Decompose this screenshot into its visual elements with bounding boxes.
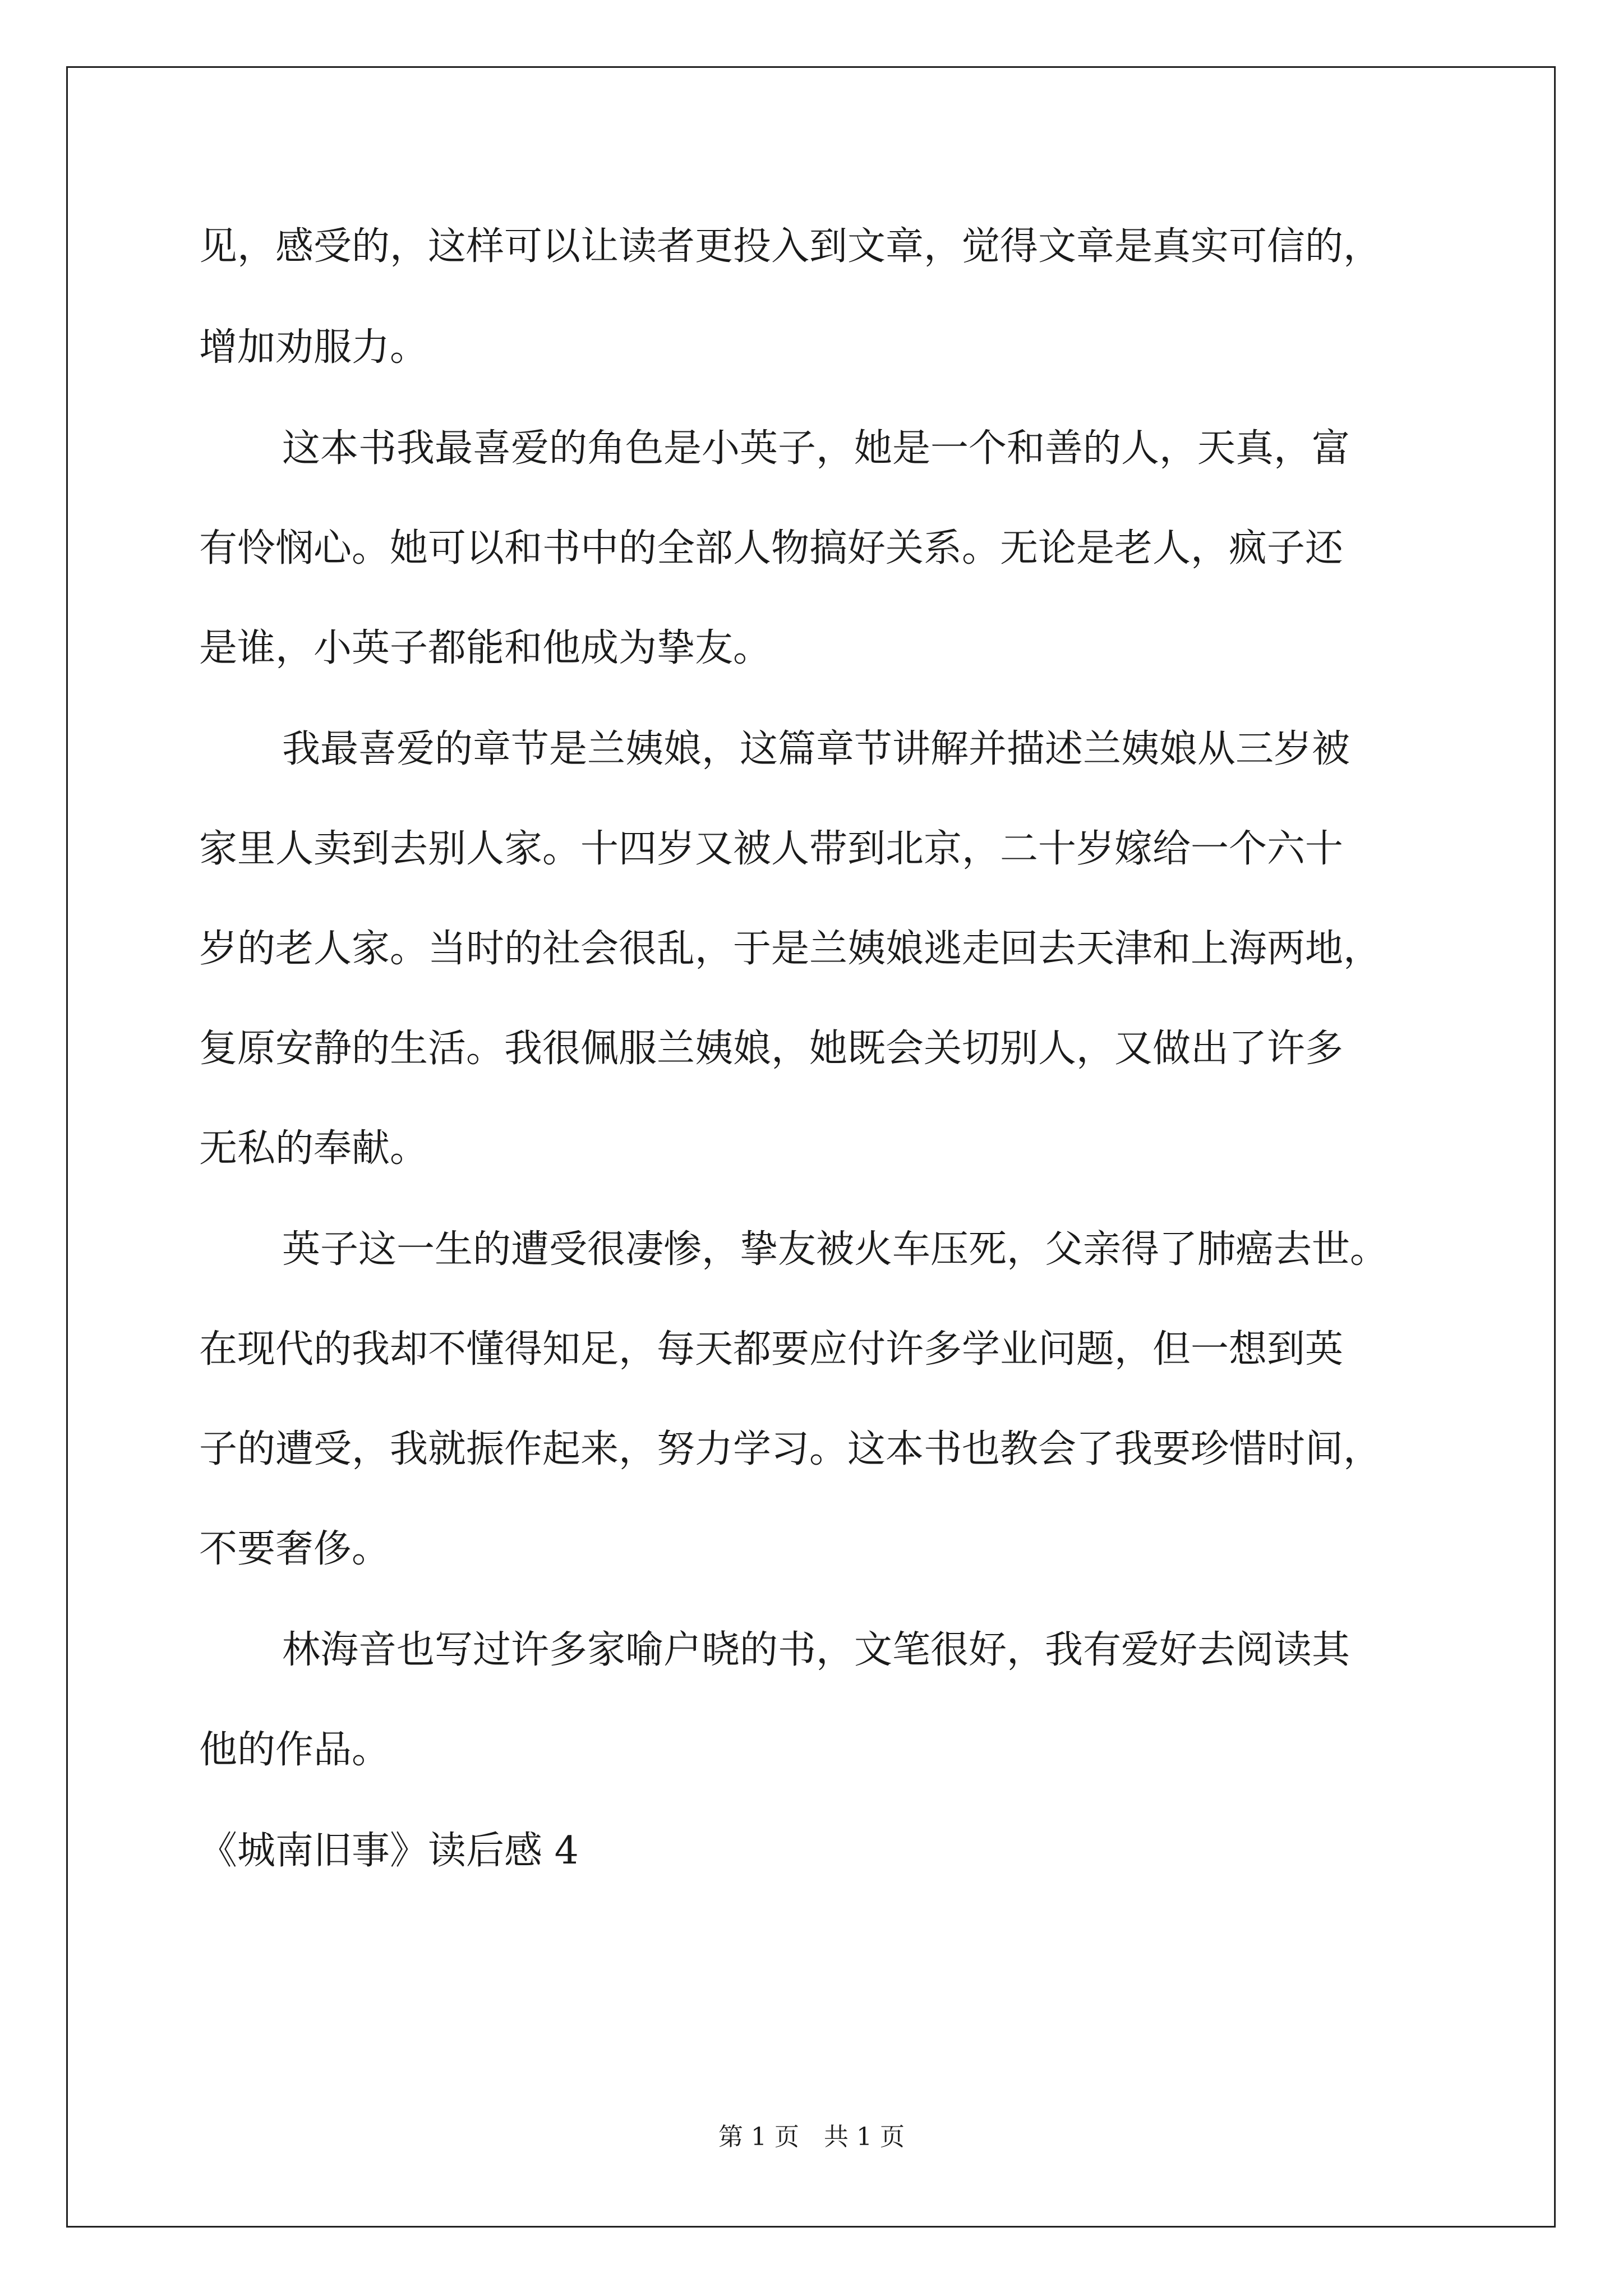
paragraph-line: 见，感受的，这样可以让读者更投入到文章，觉得文章是真实可信的， <box>199 224 1382 269</box>
paragraph-line: 家里人卖到去别人家。十四岁又被人带到北京，二十岁嫁给一个六十 <box>199 827 1344 871</box>
paragraph-line: 我最喜爱的章节是兰姨娘，这篇章节讲解并描述兰姨娘从三岁被 <box>282 727 1350 771</box>
paragraph-line: 岁的老人家。当时的社会很乱，于是兰姨娘逃走回去天津和上海两地， <box>199 927 1382 971</box>
paragraph-line: 不要奢侈。 <box>199 1527 390 1571</box>
paragraph-line: 林海音也写过许多家喻户晓的书，文笔很好，我有爱好去阅读其 <box>282 1628 1350 1672</box>
paragraph-line: 增加劝服力。 <box>199 325 428 370</box>
page-footer: 第 1 页 共 1 页 <box>718 2123 905 2151</box>
paragraph-line: 子的遭受，我就振作起来，努力学习。这本书也教会了我要珍惜时间， <box>199 1427 1382 1471</box>
paragraph-line: 复原安静的生活。我很佩服兰姨娘，她既会关切别人，又做出了许多 <box>199 1027 1344 1071</box>
paragraph-line: 在现代的我却不懂得知足，每天都要应付许多学业问题，但一想到英 <box>199 1327 1344 1372</box>
paragraph-line: 是谁，小英子都能和他成为挚友。 <box>199 626 772 670</box>
paragraph-line: 有怜悯心。她可以和书中的全部人物搞好关系。无论是老人，疯子还 <box>199 526 1344 570</box>
paragraph-line: 他的作品。 <box>199 1728 390 1772</box>
paragraph-line: 无私的奉献。 <box>199 1126 428 1171</box>
paragraph-line: 英子这一生的遭受很凄惨，挚友被火车压死，父亲得了肺癌去世。 <box>282 1227 1389 1272</box>
paragraph-line: 这本书我最喜爱的角色是小英子，她是一个和善的人，天真，富 <box>282 426 1350 471</box>
section-heading: 《城南旧事》读后感 4 <box>199 1829 579 1873</box>
